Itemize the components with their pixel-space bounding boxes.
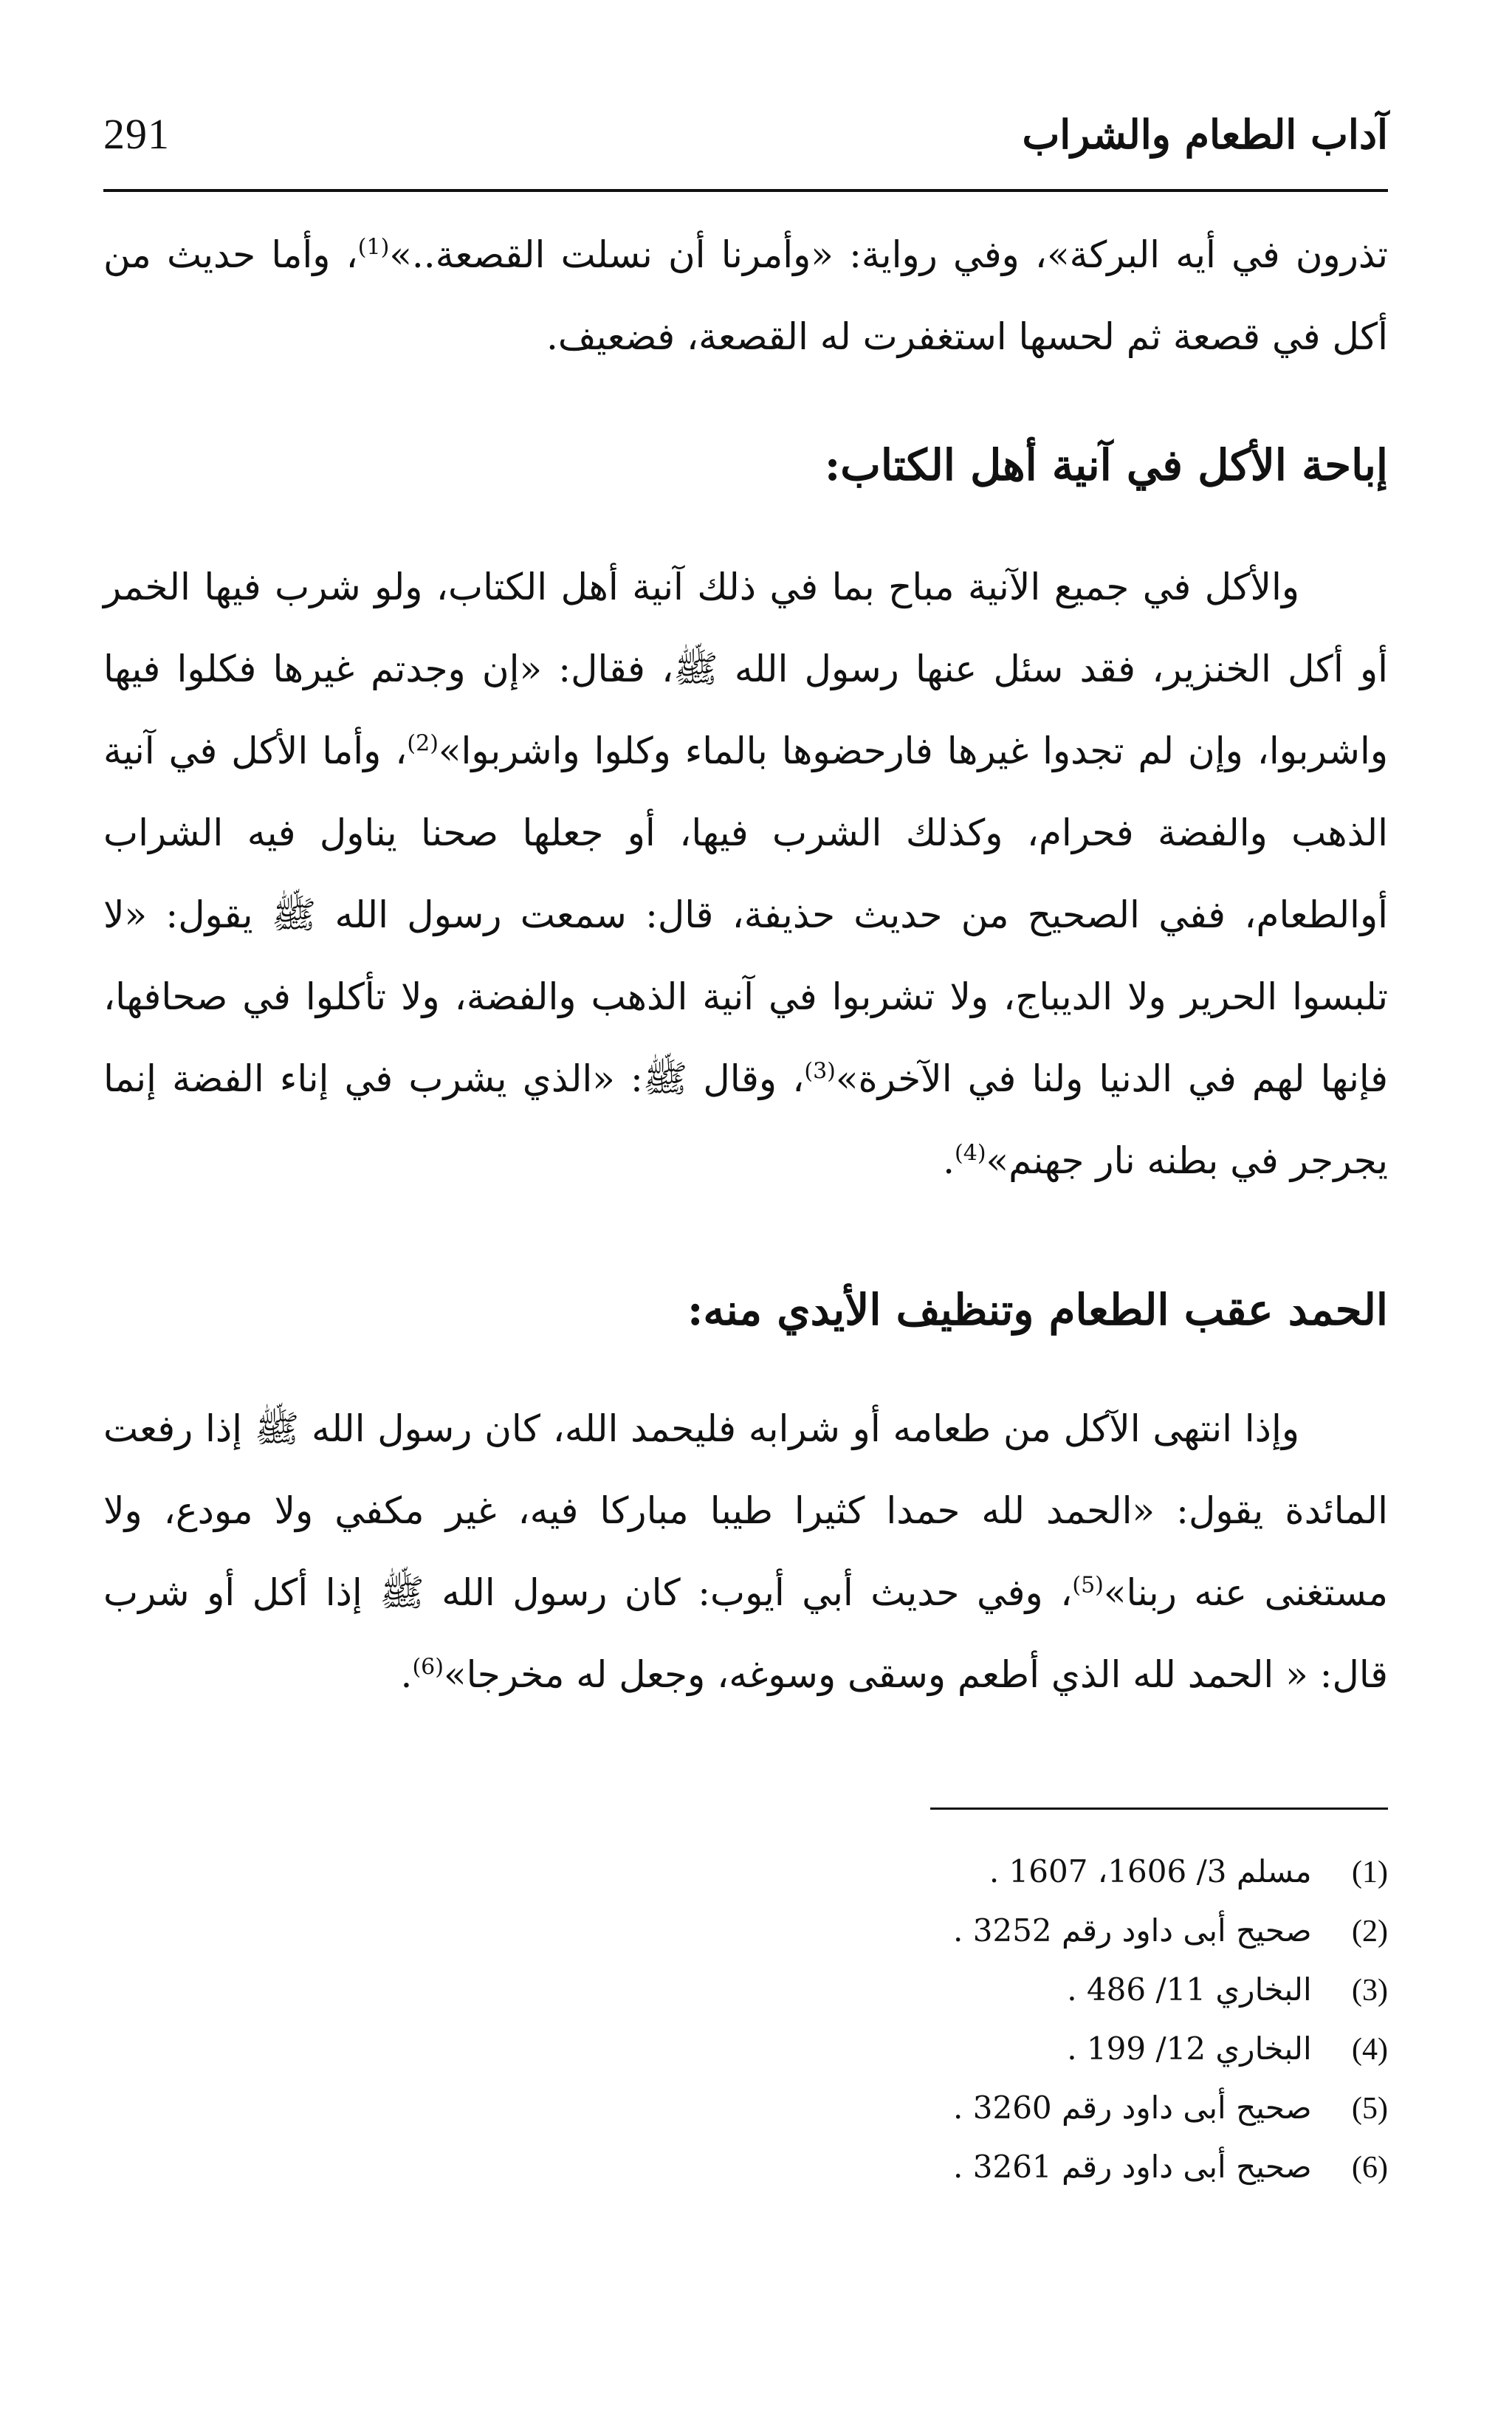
footnote-number: (6): [1352, 2151, 1388, 2185]
footnote-text: صحيح أبى داود رقم 3260 .: [953, 2090, 1312, 2126]
footnote-item: [783, 1960, 1388, 2019]
section-paragraph-praise: [103, 1388, 1388, 1716]
paragraph-text: ، وأما الأكل في آنية الذهب والفضة فحرام، وكذلك الشرب فيها، أو جعلها صحنا يناول فيه الشراب أوالطعام، ففي الصحيح من حديث حذيفة، قال: سمعت رسول الله ﷺ يقول: «لا تلبسوا الحرير ولا الديباج، ولا تشربوا في آنية الذهب والفضة، ولا تأكلوا في صحافها، فإنها لهم في الدنيا ولنا في الآخرة»: [103, 729, 1388, 1100]
footnote-number: (4): [1352, 2033, 1388, 2067]
section-heading-praise: الحمد عقب الطعام وتنظيف الأيدي منه:: [687, 1285, 1388, 1335]
intro-paragraph: [103, 214, 1388, 378]
paragraph-text: والأكل في جميع الآنية مباح بما في ذلك آنية أهل الكتاب، ولو شرب فيها الخمر أو أكل الخنزير، فقد سئل عنها رسول الله ﷺ، فقال: «إن وجدتم غيرها فكلوا فيها واشربوا، وإن لم تجدوا غيرها فارحضوها بالماء وكلوا واشربوا»: [103, 566, 1388, 772]
footnotes-list: [783, 1842, 1388, 2197]
footnote-text: البخاري 11/ 486 .: [1067, 1971, 1312, 2008]
footnote-number: (5): [1352, 2092, 1388, 2126]
paragraph-text: .: [400, 1653, 413, 1696]
footnote-item: [783, 1842, 1388, 1901]
running-title: آداب الطعام والشراب: [1022, 111, 1388, 158]
footnote-number: (1): [1352, 1855, 1388, 1889]
footnote-text: مسلم 3/ 1606، 1607 .: [989, 1853, 1312, 1889]
paragraph-text: ، وفي حديث أبي أيوب: كان رسول الله ﷺ إذا أكل أو شرب قال: « الحمد لله الذي أطعم وسقى وسوغه، وجعل له مخرجا»: [103, 1571, 1388, 1696]
footnote-ref-1: (1): [357, 234, 390, 261]
page-header: [103, 103, 1388, 185]
footnote-item: [783, 1901, 1388, 1960]
paragraph-text: وإذا انتهى الآكل من طعامه أو شرابه فليحمد الله، كان رسول الله ﷺ إذا رفعت المائدة يقول: «الحمد لله حمدا كثيرا طيبا مباركا فيه، غير مكفي ولا مودع، ولا مستغنى عنه ربنا»: [103, 1407, 1388, 1614]
footnote-item: [783, 2138, 1388, 2197]
footnote-text: صحيح أبى داود رقم 3252 .: [953, 1912, 1312, 1949]
intro-text-after: ، وأما حديث من أكل في قصعة ثم لحسها استغفرت له القصعة، فضعيف.: [103, 233, 1388, 358]
header-divider: [103, 189, 1388, 192]
paragraph-text: ، وقال ﷺ: «الذي يشرب في إناء الفضة إنما يجرجر في بطنه نار جهنم»: [103, 1057, 1388, 1182]
footnote-number: (3): [1352, 1974, 1388, 2008]
footnote-ref-3: (3): [804, 1058, 836, 1085]
footnote-ref-5: (5): [1072, 1572, 1104, 1599]
footnote-number: (2): [1352, 1915, 1388, 1949]
page-number: 291: [103, 110, 170, 158]
section-paragraph-vessels: [103, 546, 1388, 1202]
intro-text: تذرون في أيه البركة»، وفي رواية: «وأمرنا أن نسلت القصعة..»: [389, 233, 1389, 276]
footnote-ref-6: (6): [412, 1654, 444, 1681]
footnote-ref-4: (4): [955, 1140, 986, 1167]
footnote-text: صحيح أبى داود رقم 3261 .: [953, 2149, 1312, 2185]
footnote-divider: [930, 1808, 1388, 1810]
footnote-text: البخاري 12/ 199 .: [1067, 2030, 1312, 2067]
paragraph-text: .: [943, 1139, 955, 1182]
footnote-item: [783, 2019, 1388, 2078]
footnote-ref-2: (2): [407, 730, 439, 757]
footnote-item: [783, 2078, 1388, 2138]
section-heading-vessels: إباحة الأكل في آنية أهل الكتاب:: [824, 440, 1388, 490]
